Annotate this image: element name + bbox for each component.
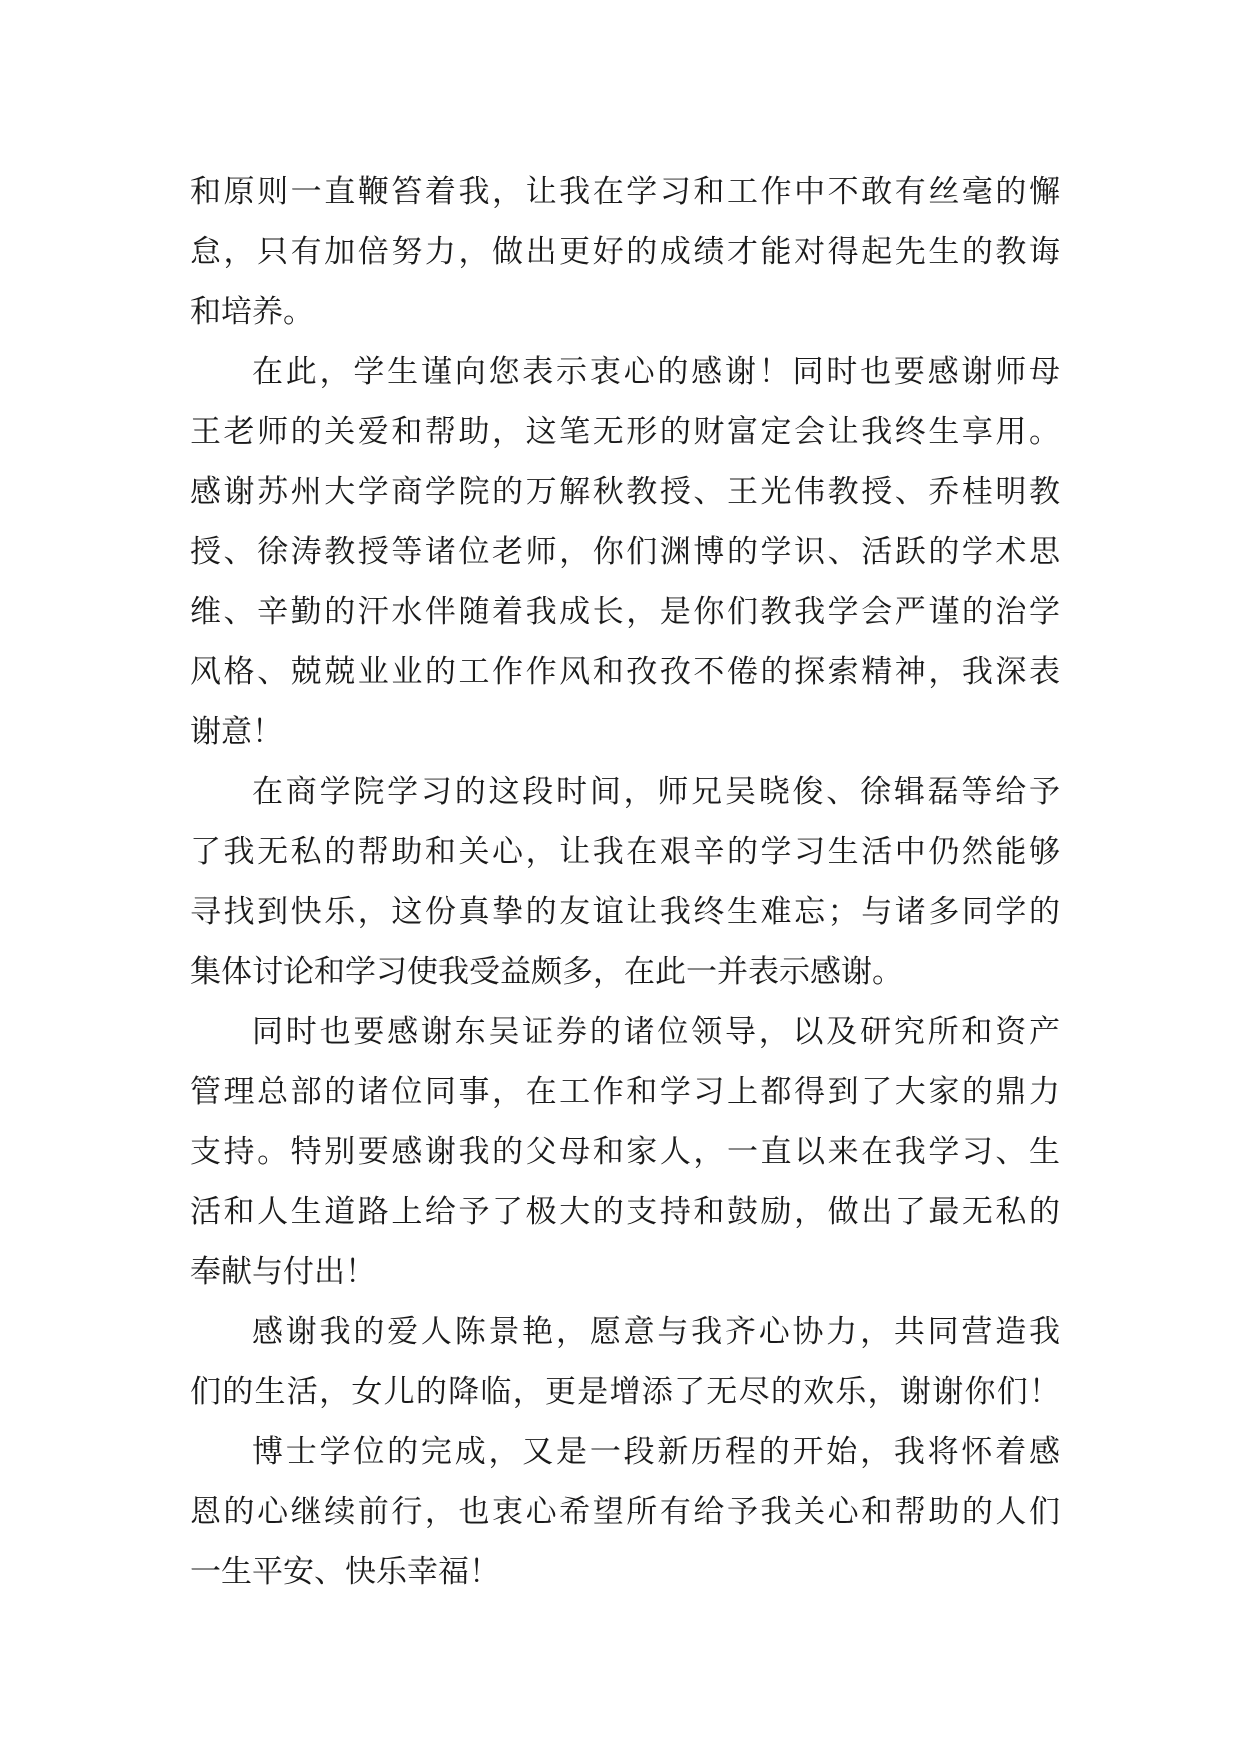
text-line: 感谢苏州大学商学院的万解秋教授、王光伟教授、乔桂明教 — [190, 474, 1060, 510]
text-line: 王老师的关爱和帮助，这笔无形的财富定会让我终生享用。 — [190, 414, 1060, 450]
text-line: 和培养。 — [190, 294, 314, 330]
text-line: 在此，学生谨向您表示衷心的感谢！同时也要感谢师母 — [252, 354, 1060, 390]
paragraph-3 — [190, 762, 1060, 1002]
text-line: 风格、兢兢业业的工作作风和孜孜不倦的探索精神，我深表 — [190, 654, 1060, 690]
paragraph-6 — [190, 1422, 1060, 1602]
text-line: 管理总部的诸位同事，在工作和学习上都得到了大家的鼎力 — [190, 1074, 1060, 1110]
text-line: 和原则一直鞭笞着我，让我在学习和工作中不敢有丝毫的懈 — [190, 174, 1060, 210]
text-line: 一生平安、快乐幸福！ — [190, 1554, 500, 1590]
text-line: 们的生活，女儿的降临，更是增添了无尽的欢乐，谢谢你们！ — [190, 1374, 1060, 1410]
text-line: 活和人生道路上给予了极大的支持和鼓励，做出了最无私的 — [190, 1194, 1060, 1230]
text-line: 寻找到快乐，这份真挚的友谊让我终生难忘；与诸多同学的 — [190, 894, 1060, 930]
text-line: 谢意！ — [190, 714, 283, 750]
document-body — [190, 162, 1060, 1602]
paragraph-5 — [190, 1302, 1060, 1422]
text-line: 授、徐涛教授等诸位老师，你们渊博的学识、活跃的学术思 — [190, 534, 1060, 570]
text-line: 恩的心继续前行，也衷心希望所有给予我关心和帮助的人们 — [190, 1494, 1060, 1530]
paragraph-4 — [190, 1002, 1060, 1302]
text-line: 在商学院学习的这段时间，师兄吴晓俊、徐辑磊等给予 — [252, 774, 1060, 810]
text-line: 奉献与付出！ — [190, 1254, 376, 1290]
text-line: 同时也要感谢东吴证券的诸位领导，以及研究所和资产 — [252, 1014, 1060, 1050]
text-line: 怠，只有加倍努力，做出更好的成绩才能对得起先生的教诲 — [190, 234, 1060, 270]
text-line: 了我无私的帮助和关心，让我在艰辛的学习生活中仍然能够 — [190, 834, 1060, 870]
text-line: 维、辛勤的汗水伴随着我成长，是你们教我学会严谨的治学 — [190, 594, 1060, 630]
text-line: 博士学位的完成，又是一段新历程的开始，我将怀着感 — [252, 1434, 1060, 1470]
paragraph-1 — [190, 162, 1060, 342]
text-line: 感谢我的爱人陈景艳，愿意与我齐心协力，共同营造我 — [252, 1314, 1060, 1350]
text-line: 集体讨论和学习使我受益颇多，在此一并表示感谢。 — [190, 954, 903, 990]
text-line: 支持。特别要感谢我的父母和家人，一直以来在我学习、生 — [190, 1134, 1060, 1170]
paragraph-2 — [190, 342, 1060, 762]
